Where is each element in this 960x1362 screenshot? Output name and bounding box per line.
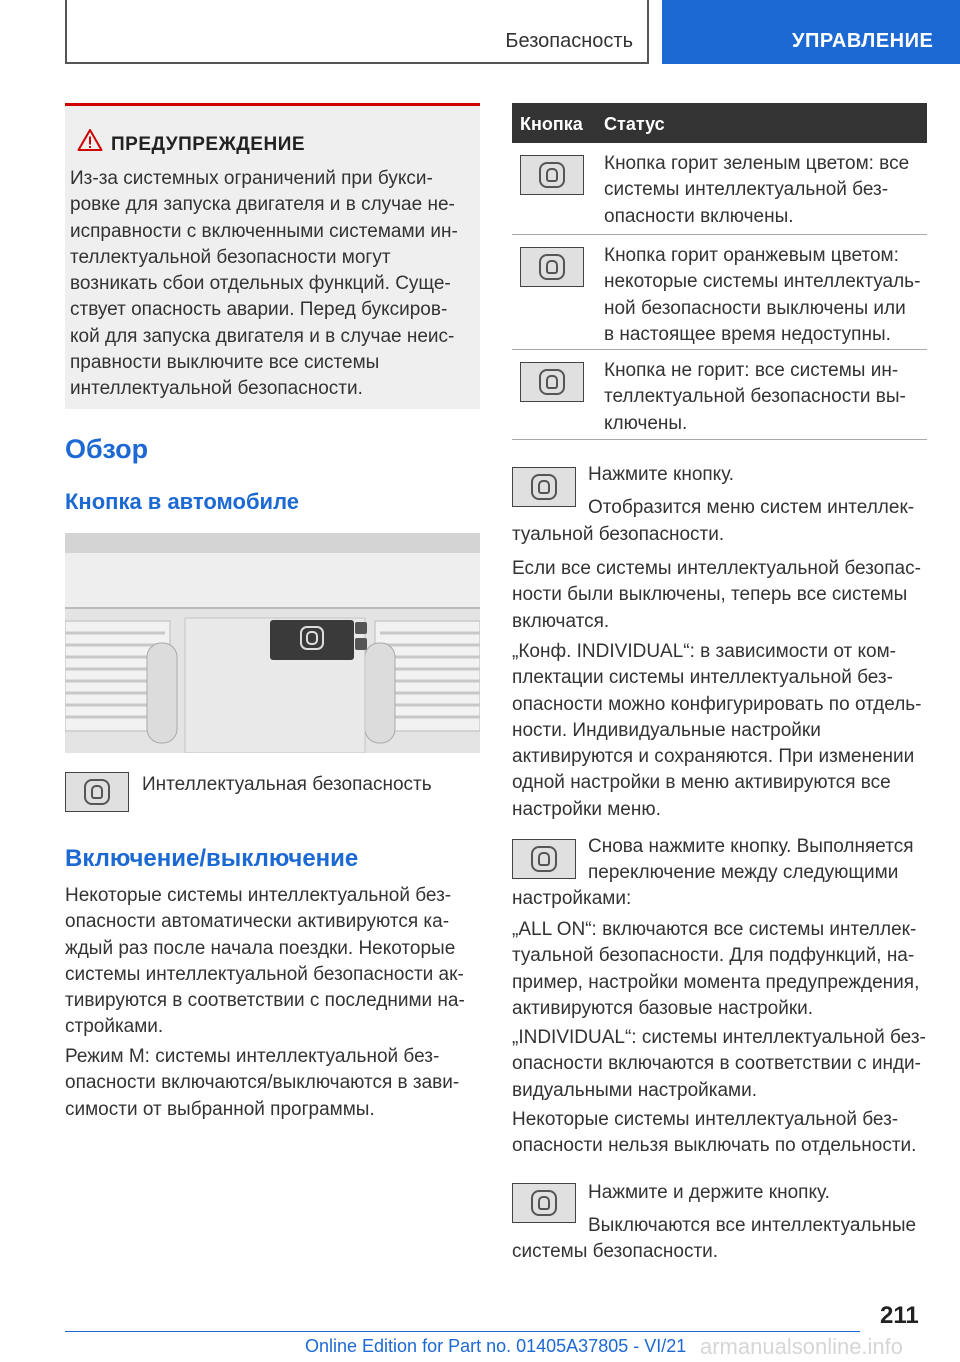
step3-button-icon	[512, 1183, 576, 1223]
header-section-tab	[65, 0, 649, 64]
onoff-heading: Включение/выключение	[65, 845, 359, 872]
footer-edition: Online Edition for Part no. 01405A37805 - VI/21	[305, 1336, 687, 1356]
warning-title: ПРЕДУПРЕЖДЕНИЕ	[111, 134, 306, 155]
onoff-paragraph-2: Режим M: системы интеллектуальной без- опасности включаются/выключаются в зави- симости от выбранной программы.	[65, 1046, 460, 1120]
step2-text-cont: настройками:	[512, 888, 632, 909]
step2-text: Снова нажмите кнопку. Выполняется переключение между следующими	[588, 836, 914, 884]
onoff-paragraph-1: Некоторые системы интеллектуальной без- опасности автоматически активируются ка- ждый раз после начала поездки. Некоторые системы интеллектуальной безопасности ак- тивируются в соответствии с последними на- стройками.	[65, 885, 465, 1038]
step3-text-cont: системы безопасности.	[512, 1241, 719, 1262]
paragraph-individual: „INDIVIDUAL“: системы интеллектуальной без- опасности включаются в соответствии с инди- видуальными настройками.	[512, 1027, 926, 1101]
illustration-caption: Интеллектуальная безопасность	[142, 774, 432, 795]
button-off-icon	[520, 362, 584, 402]
header-section-label: Безопасность	[505, 30, 633, 52]
footer-watermark: armanualsonline.info	[700, 1334, 904, 1359]
paragraph-not-separately: Некоторые системы интеллектуальной без- опасности нельзя выключать по отдельности.	[512, 1109, 917, 1157]
table-row-status: Кнопка горит оранжевым цветом: некоторые системы интеллектуаль- ной безопасности выключены или в настоящее время недоступны.	[604, 245, 921, 345]
step3-text: Нажмите и держите кнопку. Выключаются все интеллектуальные	[588, 1182, 917, 1237]
table-col-status: Статус	[604, 114, 665, 134]
footer-divider	[65, 1331, 860, 1332]
intelligent-safety-button-icon	[65, 772, 129, 812]
step1-text-cont: туальной безопасности.	[512, 524, 725, 545]
table-row-status: Кнопка не горит: все системы ин- теллектуальной безопасности вы- ключены.	[604, 360, 906, 434]
warning-triangle-icon	[77, 128, 103, 152]
table-row	[512, 350, 927, 440]
table-row	[512, 143, 927, 235]
paragraph-all-on: „ALL ON“: включаются все системы интеллек- туальной безопасности. Для подфункций, на- пример, настройки момента предупреждения, активируются базовые настройки.	[512, 919, 920, 1019]
warning-text: Из-за системных ограничений при букси- ровке для запуска двигателя и в случае не- исправности с включенными системами ин- теллектуальной безопасности могут возникать сбои отдельных функций. Суще- ствует опасность аварии. Перед буксиров- кой для запуска двигателя и в случае неис- правности выключите все системы интеллектуальной безопасности.	[70, 168, 458, 400]
table-row-status: Кнопка горит зеленым цветом: все системы интеллектуальной без- опасности включены.	[604, 153, 910, 227]
step1-text: Нажмите кнопку. Отобразится меню систем интеллек-	[588, 464, 915, 519]
header-chapter-tab	[662, 0, 960, 64]
paragraph-individual-config: „Конф. INDIVIDUAL“: в зависимости от ком- плектации системы интеллектуальной без- опасности можно конфигурировать по отдель- ности. Индивидуальные настройки активируются и сохраняются. При изменении одной настройки в меню активируются все настройки меню.	[512, 641, 922, 820]
dashboard-illustration	[65, 533, 480, 753]
page-number: 211	[880, 1302, 919, 1329]
status-table-header	[512, 103, 927, 143]
status-table	[512, 103, 927, 440]
step1-button-icon	[512, 467, 576, 507]
overview-heading: Обзор	[65, 434, 149, 464]
button-in-car-subheading: Кнопка в автомобиле	[65, 489, 299, 514]
button-orange-icon	[520, 247, 584, 287]
button-green-icon	[520, 155, 584, 195]
warning-box	[65, 103, 480, 409]
dashboard-vents-image	[65, 533, 480, 753]
step2-button-icon	[512, 839, 576, 879]
table-row	[512, 235, 927, 350]
table-col-button: Кнопка	[520, 114, 583, 134]
paragraph-all-off: Если все системы интеллектуальной безопас- ности были выключены, теперь все системы включатся.	[512, 558, 921, 632]
header-chapter-label: УПРАВЛЕНИЕ	[792, 30, 934, 52]
